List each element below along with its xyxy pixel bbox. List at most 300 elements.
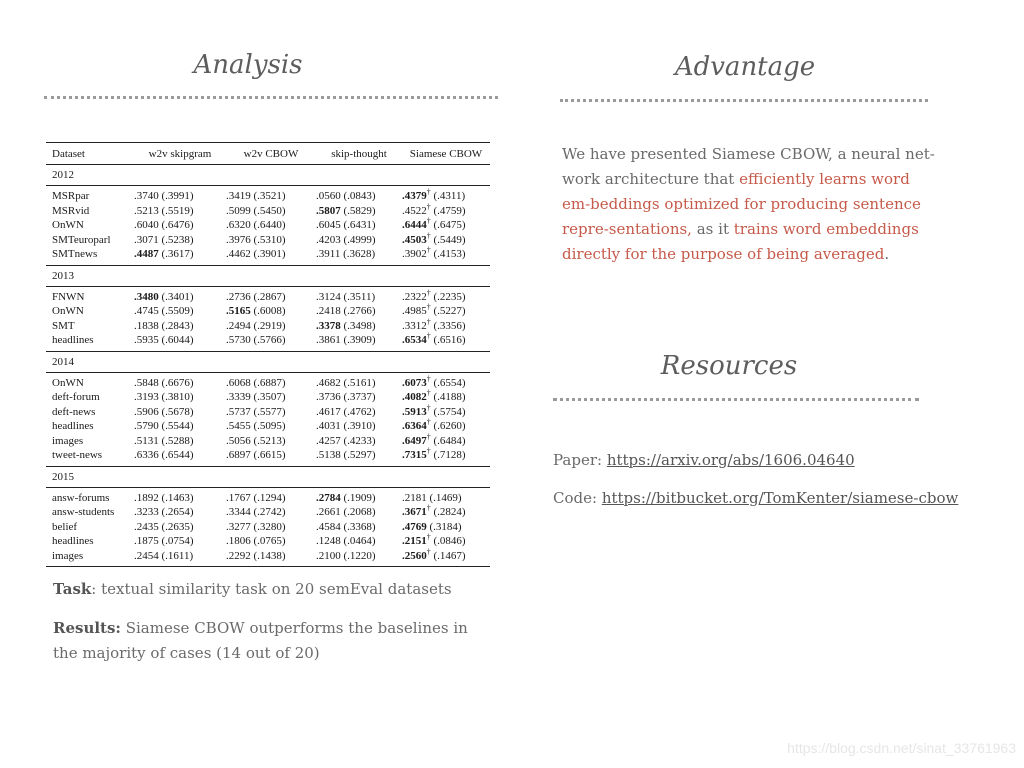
- score-cell: [316, 247, 402, 265]
- score-value: .3312: [402, 319, 427, 332]
- dataset-name: tweet-news: [52, 449, 103, 461]
- score-cell: [226, 419, 316, 434]
- score-cell: [134, 405, 226, 420]
- year-label: 2015: [46, 466, 490, 487]
- score-cell: [316, 286, 402, 304]
- score-secondary: (.1467): [433, 549, 466, 562]
- table-row: [46, 520, 490, 535]
- score-cell: [226, 304, 316, 319]
- year-label: 2012: [46, 165, 490, 186]
- score-cell: [226, 390, 316, 405]
- score-secondary: (.2235): [433, 290, 466, 303]
- task-text: : textual similarity task on 20 semEval datasets: [91, 580, 452, 598]
- score-secondary: (.3810): [161, 391, 194, 403]
- score-cell: [226, 319, 316, 334]
- significance-dagger: †: [426, 373, 431, 383]
- score-value: .2151: [402, 535, 427, 547]
- dataset-name: SMT: [52, 319, 75, 332]
- score-cell: [316, 419, 402, 434]
- score-cell: [316, 186, 402, 204]
- score-secondary: (.2919): [253, 319, 286, 332]
- score-cell: [226, 549, 316, 567]
- score-value: .3124: [316, 290, 341, 303]
- score-cell: [226, 204, 316, 219]
- score-value: .5099: [226, 204, 251, 217]
- score-cell: [134, 333, 226, 351]
- table-row: [46, 233, 490, 248]
- advantage-part: .: [884, 245, 890, 263]
- table-row: [46, 372, 490, 390]
- score-value: .2784: [316, 491, 341, 504]
- score-cell: [316, 448, 402, 466]
- score-secondary: (.6544): [161, 449, 194, 461]
- score-secondary: (.1438): [253, 549, 286, 562]
- significance-dagger: †: [426, 546, 431, 556]
- score-value: .4487: [134, 248, 159, 260]
- score-value: .2418: [316, 305, 341, 317]
- dataset-name: headlines: [52, 420, 94, 432]
- table-row: [46, 319, 490, 334]
- score-cell: [316, 505, 402, 520]
- score-value: .2454: [134, 549, 159, 562]
- score-secondary: (.5519): [161, 204, 194, 217]
- score-secondary: (.2843): [161, 319, 194, 332]
- advantage-divider: [560, 99, 928, 102]
- score-secondary: (.5297): [343, 449, 376, 461]
- score-cell: [226, 372, 316, 390]
- score-value: .3277: [226, 520, 251, 533]
- score-cell: [316, 204, 402, 219]
- dataset-name: images: [52, 434, 84, 447]
- score-cell: [402, 333, 490, 351]
- score-cell: [134, 319, 226, 334]
- score-value: .6364: [402, 420, 427, 432]
- score-cell: [134, 448, 226, 466]
- score-secondary: (.5310): [253, 233, 286, 246]
- score-secondary: (.2068): [343, 506, 376, 518]
- advantage-highlight: efficiently learns word em-beddings optimized for producing sentence repre-sentations,: [562, 170, 921, 238]
- score-value: .5807: [316, 204, 341, 217]
- score-cell: [316, 218, 402, 233]
- score-value: .3911: [316, 248, 341, 260]
- score-secondary: (.6615): [253, 449, 286, 461]
- score-value: .5455: [226, 420, 251, 432]
- significance-dagger: †: [426, 446, 431, 456]
- score-secondary: (.3991): [161, 190, 194, 202]
- dataset-name: headlines: [52, 334, 94, 346]
- score-secondary: (.0464): [343, 535, 376, 547]
- score-cell: [402, 201, 490, 219]
- score-cell: [402, 218, 490, 233]
- score-value: .5165: [226, 305, 251, 317]
- analysis-heading: Analysis: [193, 50, 303, 80]
- score-secondary: (.5238): [161, 233, 194, 246]
- score-value: .5737: [226, 405, 251, 418]
- score-secondary: (.4311): [433, 190, 466, 202]
- score-cell: [226, 247, 316, 265]
- score-value: .4682: [316, 376, 341, 389]
- score-cell: [316, 487, 402, 505]
- score-cell: [316, 333, 402, 351]
- header-w2v-skipgram: w2v skipgram: [134, 143, 226, 165]
- score-secondary: (.2654): [161, 506, 194, 518]
- score-cell: [134, 534, 226, 549]
- table-row: [46, 286, 490, 304]
- task-label: Task: [53, 580, 92, 598]
- score-value: .1248: [316, 535, 341, 547]
- score-secondary: (.5766): [253, 334, 286, 346]
- score-cell: [402, 419, 490, 434]
- dataset-name: OnWN: [52, 305, 84, 317]
- year-group-row: [46, 466, 490, 487]
- score-cell: [134, 218, 226, 233]
- dataset-name: MSRpar: [52, 190, 90, 202]
- score-value: .1838: [134, 319, 159, 332]
- score-cell: [226, 448, 316, 466]
- advantage-heading: Advantage: [674, 52, 816, 82]
- score-value: .3339: [226, 391, 251, 403]
- score-cell: [226, 186, 316, 204]
- dataset-name: OnWN: [52, 219, 84, 231]
- score-value: .4522: [402, 204, 427, 217]
- score-secondary: (.5213): [253, 434, 286, 447]
- score-cell: [226, 534, 316, 549]
- score-value: .6040: [134, 219, 159, 231]
- dataset-name: MSRvid: [52, 204, 90, 217]
- score-value: .2494: [226, 319, 251, 332]
- score-secondary: (.2742): [253, 506, 286, 518]
- score-secondary: (.1220): [343, 549, 376, 562]
- score-cell: [134, 233, 226, 248]
- score-secondary: (.6440): [253, 219, 286, 231]
- score-cell: [226, 233, 316, 248]
- significance-dagger: †: [426, 201, 431, 211]
- score-secondary: (.5288): [161, 434, 194, 447]
- score-secondary: (.4999): [343, 233, 376, 246]
- score-value: .6444: [402, 219, 427, 231]
- year-group-row: [46, 265, 490, 286]
- score-secondary: (.2824): [433, 506, 466, 518]
- score-cell: [402, 487, 490, 505]
- watermark: https://blog.csdn.net/sinat_33761963: [787, 740, 1016, 756]
- score-value: .1806: [226, 535, 251, 547]
- score-value: .5056: [226, 434, 251, 447]
- advantage-part: We have presented Siamese CBOW, a neural net-work architecture that: [562, 145, 935, 188]
- score-cell: [402, 304, 490, 319]
- score-value: .0560: [316, 190, 341, 202]
- score-cell: [134, 505, 226, 520]
- score-secondary: (.1463): [161, 491, 194, 504]
- dataset-name: headlines: [52, 535, 94, 547]
- score-secondary: (.5678): [161, 405, 194, 418]
- score-cell: [226, 218, 316, 233]
- score-secondary: (.6554): [433, 376, 466, 389]
- score-secondary: (.6260): [433, 420, 466, 432]
- score-secondary: (.3901): [253, 248, 286, 260]
- score-cell: [134, 204, 226, 219]
- score-cell: [316, 520, 402, 535]
- score-cell: [226, 505, 316, 520]
- significance-dagger: †: [426, 417, 431, 427]
- score-secondary: (.3280): [253, 520, 286, 533]
- score-secondary: (.5577): [253, 405, 286, 418]
- score-secondary: (.5095): [253, 420, 286, 432]
- score-secondary: (.5544): [161, 420, 194, 432]
- advantage-paragraph: [562, 142, 942, 267]
- score-cell: [316, 434, 402, 449]
- score-value: .5790: [134, 420, 159, 432]
- score-secondary: (.4759): [433, 204, 466, 217]
- score-value: .2736: [226, 290, 251, 303]
- score-secondary: (.0846): [433, 535, 466, 547]
- dataset-name: deft-forum: [52, 391, 100, 403]
- score-secondary: (.2766): [343, 305, 376, 317]
- dataset-name: images: [52, 549, 84, 562]
- dataset-name: FNWN: [52, 290, 85, 303]
- results-paragraph: [53, 616, 493, 666]
- score-cell: [134, 520, 226, 535]
- header-skip-thought: skip-thought: [316, 143, 402, 165]
- score-secondary: (.1469): [429, 491, 462, 504]
- table-row: [46, 333, 490, 351]
- score-secondary: (.6475): [433, 219, 466, 231]
- advantage-highlight: trains word embeddings directly for the purpose of being averaged: [562, 220, 919, 263]
- score-secondary: (.6431): [343, 219, 376, 231]
- score-secondary: (.2867): [253, 290, 286, 303]
- score-value: .4203: [316, 233, 341, 246]
- score-value: .6497: [402, 434, 427, 447]
- score-value: .5138: [316, 449, 341, 461]
- score-cell: [402, 186, 490, 204]
- score-value: .6045: [316, 219, 341, 231]
- score-secondary: (.6516): [433, 334, 466, 346]
- score-secondary: (.3507): [253, 391, 286, 403]
- dataset-name: deft-news: [52, 405, 96, 418]
- score-value: .1767: [226, 491, 251, 504]
- dataset-name: OnWN: [52, 376, 84, 389]
- results-body: [46, 165, 490, 567]
- year-group-row: [46, 351, 490, 372]
- score-value: .1892: [134, 491, 159, 504]
- resources-heading: Resources: [660, 351, 798, 381]
- score-value: .6336: [134, 449, 159, 461]
- score-value: .4745: [134, 305, 159, 317]
- header-siamese-cbow: Siamese CBOW: [402, 143, 490, 165]
- score-secondary: (.3356): [433, 319, 466, 332]
- score-value: .5848: [134, 376, 159, 389]
- score-cell: [134, 372, 226, 390]
- score-value: .3193: [134, 391, 159, 403]
- score-cell: [134, 304, 226, 319]
- significance-dagger: †: [426, 331, 431, 341]
- score-cell: [134, 434, 226, 449]
- score-secondary: (.0765): [253, 535, 286, 547]
- score-value: .3671: [402, 506, 427, 518]
- score-secondary: (.5449): [433, 233, 466, 246]
- table-row: [46, 204, 490, 219]
- score-value: .5913: [402, 405, 427, 418]
- score-cell: [316, 549, 402, 567]
- score-value: .4082: [402, 391, 427, 403]
- significance-dagger: †: [426, 532, 431, 542]
- score-cell: [402, 402, 490, 420]
- score-cell: [134, 390, 226, 405]
- score-secondary: (.1294): [253, 491, 286, 504]
- score-value: .3378: [316, 319, 341, 332]
- paper-link[interactable]: https://arxiv.org/abs/1606.04640: [606, 451, 855, 469]
- dataset-name: answ-forums: [52, 491, 110, 504]
- score-secondary: (.3628): [343, 248, 376, 260]
- score-secondary: (.5450): [253, 204, 286, 217]
- significance-dagger: †: [426, 316, 431, 326]
- score-cell: [134, 186, 226, 204]
- score-cell: [134, 247, 226, 265]
- task-paragraph: [53, 577, 493, 602]
- score-value: .7315: [402, 449, 427, 461]
- table-row: [46, 419, 490, 434]
- score-secondary: (.5754): [433, 405, 466, 418]
- score-secondary: (.5829): [343, 204, 376, 217]
- significance-dagger: †: [426, 503, 431, 513]
- paper-label: Paper:: [553, 451, 607, 469]
- score-value: .3736: [316, 391, 341, 403]
- score-cell: [402, 505, 490, 520]
- table-header-row: [46, 143, 490, 165]
- score-secondary: (.4233): [343, 434, 376, 447]
- score-secondary: (.7128): [433, 449, 466, 461]
- score-cell: [402, 390, 490, 405]
- table-row: [46, 218, 490, 233]
- score-value: .2322: [402, 290, 427, 303]
- score-cell: [402, 448, 490, 466]
- score-secondary: (.4762): [343, 405, 376, 418]
- score-value: .2181: [402, 491, 427, 504]
- score-value: .3419: [226, 190, 251, 202]
- score-cell: [316, 233, 402, 248]
- score-secondary: (.3910): [343, 420, 376, 432]
- analysis-divider: [44, 96, 498, 99]
- score-value: .2100: [316, 549, 341, 562]
- header-dataset: Dataset: [46, 143, 134, 165]
- score-value: .4257: [316, 434, 341, 447]
- score-value: .3480: [134, 290, 159, 303]
- score-value: .5131: [134, 434, 159, 447]
- score-value: .4031: [316, 420, 341, 432]
- score-secondary: (.3184): [429, 520, 462, 533]
- score-value: .5213: [134, 204, 159, 217]
- table-row: [46, 505, 490, 520]
- score-cell: [316, 304, 402, 319]
- score-cell: [402, 546, 490, 567]
- score-value: .4503: [402, 233, 427, 246]
- score-secondary: (.5161): [343, 376, 376, 389]
- dataset-name: answ-students: [52, 506, 115, 518]
- table-row: [46, 549, 490, 567]
- table-row: [46, 434, 490, 449]
- dataset-name: belief: [52, 520, 78, 533]
- score-value: .3902: [402, 248, 427, 260]
- score-cell: [402, 372, 490, 390]
- score-value: .6073: [402, 376, 427, 389]
- table-row: [46, 448, 490, 466]
- score-value: .5730: [226, 334, 251, 346]
- score-cell: [316, 405, 402, 420]
- score-value: .6320: [226, 219, 251, 231]
- score-secondary: (.4153): [433, 248, 466, 260]
- significance-dagger: †: [426, 230, 431, 240]
- results-label: Results:: [53, 619, 121, 637]
- score-value: .4985: [402, 305, 427, 317]
- code-link[interactable]: https://bitbucket.org/TomKenter/siamese-cbow: [601, 489, 959, 507]
- dataset-name: SMTeuroparl: [52, 233, 111, 246]
- score-value: .2661: [316, 506, 341, 518]
- score-secondary: (.6044): [161, 334, 194, 346]
- score-value: .3861: [316, 334, 341, 346]
- score-cell: [316, 372, 402, 390]
- score-secondary: (.1611): [161, 549, 194, 562]
- score-secondary: (.3737): [343, 391, 376, 403]
- resources-divider: [553, 398, 919, 401]
- score-cell: [316, 319, 402, 334]
- dataset-name: SMTnews: [52, 248, 98, 260]
- score-cell: [226, 405, 316, 420]
- year-label: 2014: [46, 351, 490, 372]
- score-secondary: (.3368): [343, 520, 376, 533]
- code-label: Code:: [553, 489, 602, 507]
- significance-dagger: †: [426, 302, 431, 312]
- score-cell: [402, 520, 490, 535]
- results-table: [46, 142, 490, 567]
- score-secondary: (.4188): [433, 391, 466, 403]
- score-cell: [402, 230, 490, 248]
- paper-line: [553, 448, 1003, 473]
- score-value: .1875: [134, 535, 159, 547]
- score-cell: [226, 434, 316, 449]
- score-value: .6068: [226, 376, 251, 389]
- score-value: .2560: [402, 549, 427, 562]
- score-secondary: (.6887): [253, 376, 286, 389]
- score-secondary: (.2635): [161, 520, 194, 533]
- code-line: [553, 486, 1013, 511]
- score-value: .2435: [134, 520, 159, 533]
- score-secondary: (.3909): [343, 334, 376, 346]
- score-value: .4769: [402, 520, 427, 533]
- significance-dagger: †: [426, 388, 431, 398]
- score-value: .5906: [134, 405, 159, 418]
- results-text: Siamese CBOW outperforms the baselines in the majority of cases (14 out of 20): [53, 619, 468, 662]
- score-value: .3071: [134, 233, 159, 246]
- header-w2v-cbow: w2v CBOW: [226, 143, 316, 165]
- score-secondary: (.0754): [161, 535, 194, 547]
- score-secondary: (.5509): [161, 305, 194, 317]
- score-value: .4584: [316, 520, 341, 533]
- score-cell: [226, 520, 316, 535]
- significance-dagger: †: [426, 245, 431, 255]
- significance-dagger: †: [426, 216, 431, 226]
- score-secondary: (.6484): [433, 434, 466, 447]
- year-label: 2013: [46, 265, 490, 286]
- advantage-part: as it: [691, 220, 734, 238]
- table-row: [46, 247, 490, 265]
- score-cell: [316, 390, 402, 405]
- score-secondary: (.6476): [161, 219, 194, 231]
- score-cell: [402, 431, 490, 449]
- score-cell: [316, 534, 402, 549]
- score-value: .6897: [226, 449, 251, 461]
- score-value: .6534: [402, 334, 427, 346]
- score-value: .4462: [226, 248, 251, 260]
- score-secondary: (.3401): [161, 290, 194, 303]
